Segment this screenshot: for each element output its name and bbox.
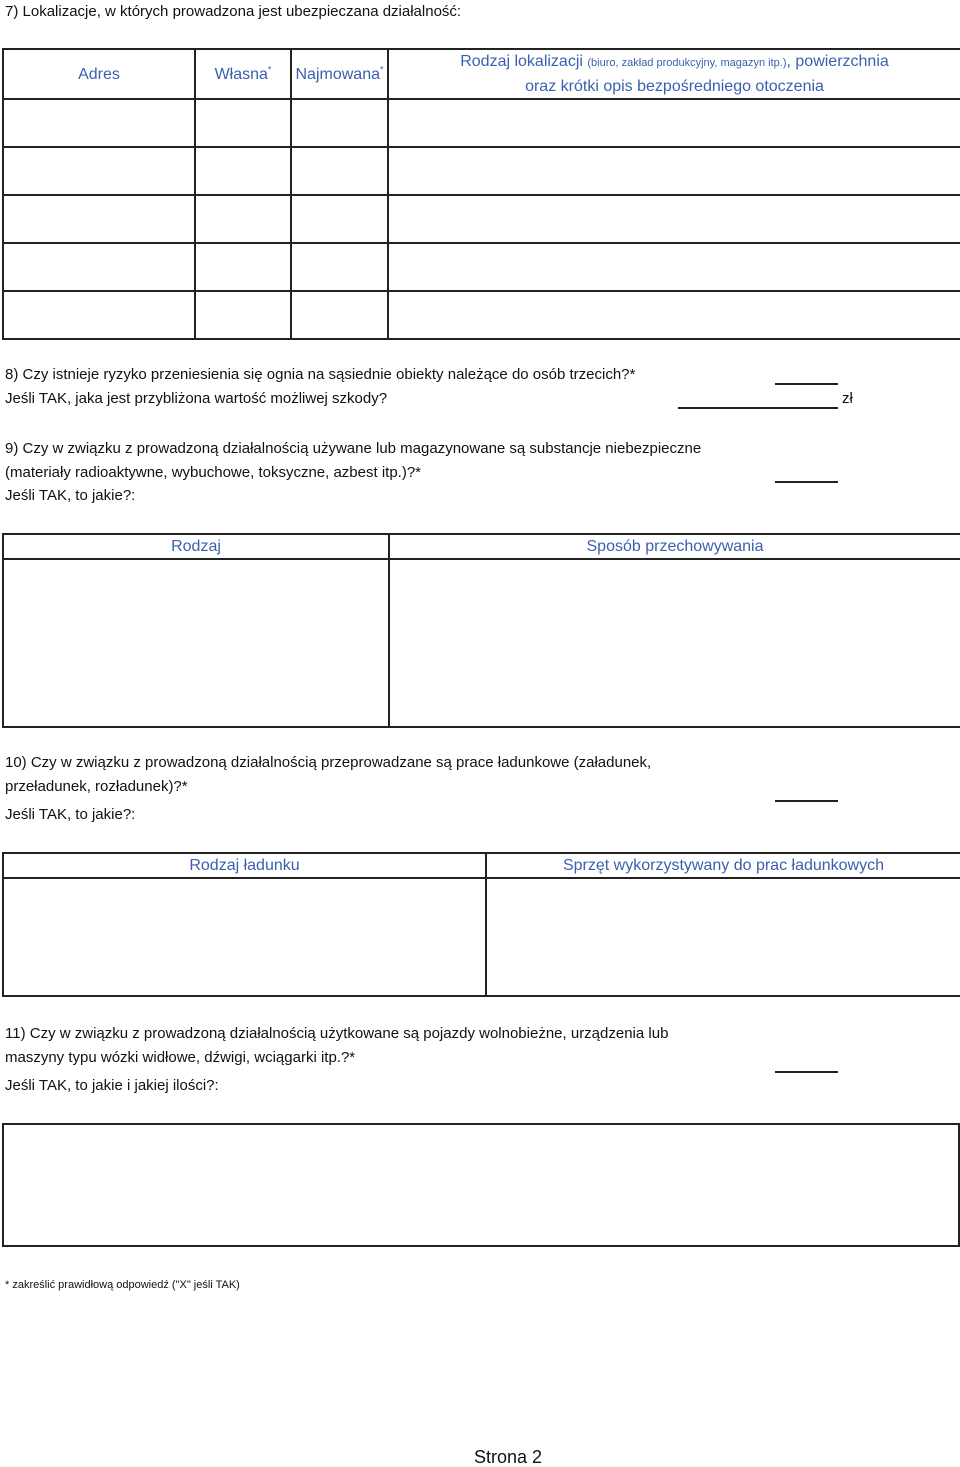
loading-work-table (2, 852, 960, 997)
q9-answer-line[interactable] (775, 481, 838, 483)
q10-question-line2: przeładunek, rozładunek)?* (5, 778, 188, 795)
table-row (3, 878, 960, 996)
page-number: Strona 2 (474, 1447, 543, 1467)
address-cell[interactable] (3, 99, 195, 147)
col-cargo-header: Rodzaj ładunku (3, 853, 486, 878)
own-cell[interactable] (195, 291, 291, 339)
q9-question-line2: (materiały radioaktywne, wybuchowe, toksyczne, azbest itp.)?* (5, 464, 422, 481)
address-cell[interactable] (3, 243, 195, 291)
col-storage-header: Sposób przechowywania (389, 534, 960, 559)
description-cell[interactable] (388, 291, 960, 339)
col-address-header: Adres (3, 49, 195, 99)
q8-answer-line[interactable] (775, 383, 838, 385)
rented-cell[interactable] (291, 291, 388, 339)
q8-followup: Jeśli TAK, jaka jest przybliżona wartość możliwej szkody? (5, 390, 388, 407)
col-equipment-header: Sprzęt wykorzystywany do prac ładunkowych (486, 853, 960, 878)
own-cell[interactable] (195, 195, 291, 243)
substance-type-cell[interactable] (3, 559, 389, 727)
footnote: * zakreślić prawidłową odpowiedź ("X" jeśli TAK) (5, 1279, 240, 1291)
description-cell[interactable] (388, 243, 960, 291)
address-cell[interactable] (3, 195, 195, 243)
col-description-header: Rodzaj lokalizacji (biuro, zakład produkcyjny, magazyn itp.), powierzchnia oraz krótki opis bezpośredniego otoczenia (388, 49, 960, 99)
q11-followup: Jeśli TAK, to jakie i jakiej ilości?: (5, 1077, 219, 1094)
cargo-type-cell[interactable] (3, 878, 486, 996)
locations-table (2, 48, 960, 340)
q11-question-line1: 11) Czy w związku z prowadzoną działalnością użytkowane są pojazdy wolnobieżne, urządzenia lub (5, 1025, 669, 1042)
own-cell[interactable] (195, 147, 291, 195)
q8-currency: zł (842, 390, 853, 407)
equipment-cell[interactable] (486, 878, 960, 996)
q9-followup: Jeśli TAK, to jakie?: (5, 487, 136, 504)
address-cell[interactable] (3, 291, 195, 339)
q10-answer-line[interactable] (775, 800, 838, 802)
table-row (3, 195, 960, 243)
q8-question: 8) Czy istnieje ryzyko przeniesienia się ognia na sąsiednie obiekty należące do osób trzecich?* (5, 366, 636, 383)
table-row (3, 291, 960, 339)
description-cell[interactable] (388, 99, 960, 147)
description-cell[interactable] (388, 147, 960, 195)
vehicles-answer-box[interactable] (2, 1123, 960, 1247)
q9-question-line1: 9) Czy w związku z prowadzoną działalnością używane lub magazynowane są substancje niebezpieczne (5, 440, 702, 457)
rented-cell[interactable] (291, 195, 388, 243)
address-cell[interactable] (3, 147, 195, 195)
q7-question: 7) Lokalizacje, w których prowadzona jest ubezpieczana działalność: (5, 3, 462, 20)
table-row (3, 559, 960, 727)
col-own-header: Własna* (195, 49, 291, 99)
rented-cell[interactable] (291, 99, 388, 147)
q10-followup: Jeśli TAK, to jakie?: (5, 806, 136, 823)
hazardous-substances-table (2, 533, 960, 728)
table-row (3, 99, 960, 147)
rented-cell[interactable] (291, 243, 388, 291)
q10-question-line1: 10) Czy w związku z prowadzoną działalnością przeprowadzane są prace ładunkowe (załadunek, (5, 754, 652, 771)
col-rented-header: Najmowana* (291, 49, 388, 99)
col-type-header: Rodzaj (3, 534, 389, 559)
q11-question-line2: maszyny typu wózki widłowe, dźwigi, wciągarki itp.?* (5, 1049, 356, 1066)
q8-value-line[interactable] (678, 407, 838, 409)
table-row (3, 147, 960, 195)
table-row (3, 243, 960, 291)
storage-method-cell[interactable] (389, 559, 960, 727)
description-cell[interactable] (388, 195, 960, 243)
q11-answer-line[interactable] (775, 1071, 838, 1073)
own-cell[interactable] (195, 99, 291, 147)
rented-cell[interactable] (291, 147, 388, 195)
own-cell[interactable] (195, 243, 291, 291)
